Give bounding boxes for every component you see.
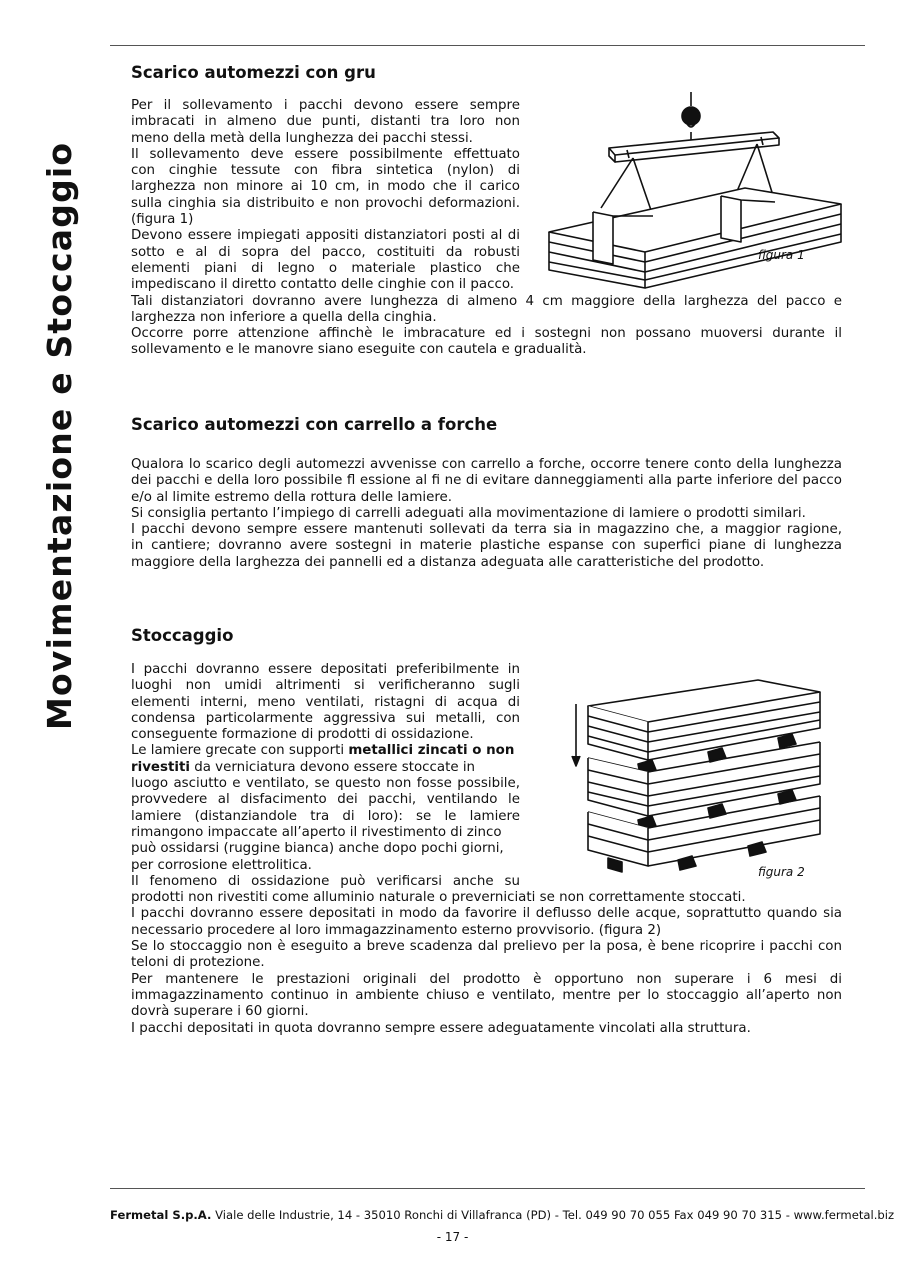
- text-line: elementi interni, meno ventilati, ristagni di acqua di: [131, 694, 520, 710]
- footer-company: Fermetal S.p.A.: [110, 1208, 212, 1222]
- text-line: in cantiere; dovranno avere sostegni in materie plastiche espanse con superfici piane di lunghezza: [131, 538, 842, 554]
- text-line: sollevamento e le manovre siano eseguite con cautela e gradualità.: [131, 342, 587, 358]
- figure-1-crane-lifting: [545, 92, 845, 292]
- top-rule: [110, 45, 865, 46]
- text-line: Il fenomeno di ossidazione può verificarsi anche su: [131, 873, 520, 889]
- text-line: I pacchi devono sempre essere mantenuti sollevati da terra sia in magazzino che, a maggior ragione,: [131, 522, 842, 538]
- text-line: prodotti non rivestiti come alluminio naturale o preverniciati se non correttamente stoccati.: [131, 890, 746, 906]
- text-line: teloni di protezione.: [131, 955, 265, 971]
- text-line: sotto e al di sopra del pacco, costituiti da robusti: [131, 244, 520, 260]
- text-line: Per il sollevamento i pacchi devono essere sempre: [131, 98, 520, 113]
- text-line: larghezza non minore ai 10 cm, in modo che il carico: [131, 179, 520, 195]
- figure-2-stacked-packs: [568, 678, 828, 873]
- text-line: Qualora lo scarico degli automezzi avvenisse con carrello a forche, occorre tenere conto della lunghezza: [131, 457, 842, 472]
- text-line: larghezza non inferiore a quella della cinghia.: [131, 309, 437, 325]
- figure-1-caption: figura 1: [758, 248, 805, 262]
- text-line: impediscano il diretto contatto delle cinghie con il pacco.: [131, 277, 515, 293]
- bottom-rule: [110, 1188, 865, 1189]
- text-line: rimangono impaccate all’aperto il rivestimento di zinco: [131, 824, 502, 840]
- paragraph-scarico-carrello: [131, 457, 842, 571]
- text-line: Occorre porre attenzione affinchè le imbracature ed i sostegni non possano muoversi durante il: [131, 326, 842, 342]
- text-line: necessario procedere al loro immagazzinamento esterno provvisorio. (figura 2): [131, 922, 662, 938]
- text-line: sulla cinghia sia distribuito e non provochi deformazioni.: [131, 195, 520, 211]
- text-line: maggiore della larghezza dei pannelli ed a distanza adeguata alle caratteristiche del prodotto.: [131, 554, 765, 570]
- text-line: I pacchi dovranno essere depositati in modo da favorire il deflusso delle acque, soprattutto quando sia: [131, 906, 842, 922]
- heading-scarico-carrello: Scarico automezzi con carrello a forche: [131, 415, 498, 434]
- bold-text: rivestiti: [131, 759, 190, 775]
- text-line: lamiere (distanziandole tra di loro): se le lamiere: [131, 808, 520, 824]
- text-line: dovrà superare i 60 giorni.: [131, 1004, 309, 1020]
- text-line: Il sollevamento deve essere possibilmente effettuato: [131, 146, 520, 162]
- text-line: con cinghie tessute con fibra sintetica (nylon) di: [131, 163, 520, 179]
- text-line: e/o al limite estremo della rottura delle lamiere.: [131, 489, 453, 505]
- text-line: I pacchi depositati in quota dovranno sempre essere adeguatamente vincolati alla struttura.: [131, 1020, 751, 1036]
- text-line: (figura 1): [131, 212, 194, 228]
- footer: [110, 1208, 895, 1222]
- text-line: rivestiti da verniciatura devono essere stoccate in: [131, 759, 476, 775]
- footer-address: Viale delle Industrie, 14 - 35010 Ronchi di Villafranca (PD) - Tel. 049 90 70 055 Fax 049 90 70 315 - www.fermetal.biz: [211, 1208, 895, 1222]
- text-line: per corrosione elettrolitica.: [131, 857, 312, 873]
- heading-stoccaggio: Stoccaggio: [131, 626, 234, 645]
- page-number: - 17 -: [436, 1230, 469, 1244]
- text-line: Le lamiere grecate con supporti metallici zincati o non: [131, 743, 515, 759]
- heading-scarico-gru: Scarico automezzi con gru: [131, 63, 376, 82]
- text-line: può ossidarsi (ruggine bianca) anche dopo pochi giorni,: [131, 841, 504, 857]
- figure-2-caption: figura 2: [758, 865, 805, 879]
- text-line: meno della metà della lunghezza dei pacchi stessi.: [131, 130, 473, 146]
- text-line: condensa particolarmente aggressiva sui metalli, con: [131, 710, 520, 726]
- text-line: imbracati in almeno due punti, distanti tra loro non: [131, 114, 520, 130]
- text-line: luogo asciutto e ventilato, se questo non fosse possibile,: [131, 776, 520, 792]
- text-line: Devono essere impiegati appositi distanziatori posti al di: [131, 228, 520, 244]
- text-line: Per mantenere le prestazioni originali del prodotto è opportuno non superare i 6 mesi di: [131, 971, 842, 987]
- text-line: conseguente formazione di prodotti di ossidazione.: [131, 727, 474, 743]
- text-line: Se lo stoccaggio non è eseguito a breve scadenza dal prelievo per la posa, è bene ricoprire i pacchi con: [131, 939, 842, 955]
- text-line: I pacchi dovranno essere depositati preferibilmente in: [131, 662, 520, 677]
- text-line: provvedere al disfacimento dei pacchi, ventilando le: [131, 792, 520, 808]
- bold-text: metallici zincati o non: [348, 743, 515, 759]
- text-line: elementi piani di legno o materiale plastico che: [131, 260, 520, 276]
- text-line: Tali distanziatori dovranno avere lunghezza di almeno 4 cm maggiore della larghezza del pacco e: [131, 293, 842, 309]
- text-line: Si consiglia pertanto l’impiego di carrelli adeguati alla movimentazione di lamiere o prodotti similari.: [131, 505, 806, 521]
- text-line: luoghi non umidi altrimenti si verificheranno sugli: [131, 678, 520, 694]
- text-line: dei pacchi e della loro possibile fl essione al fi ne di evitare danneggiamenti alla parte inferiore del pacco: [131, 473, 842, 489]
- text-line: immagazzinamento continuo in ambiente chiuso e ventilato, mentre per lo stoccaggio all’aperto non: [131, 987, 842, 1003]
